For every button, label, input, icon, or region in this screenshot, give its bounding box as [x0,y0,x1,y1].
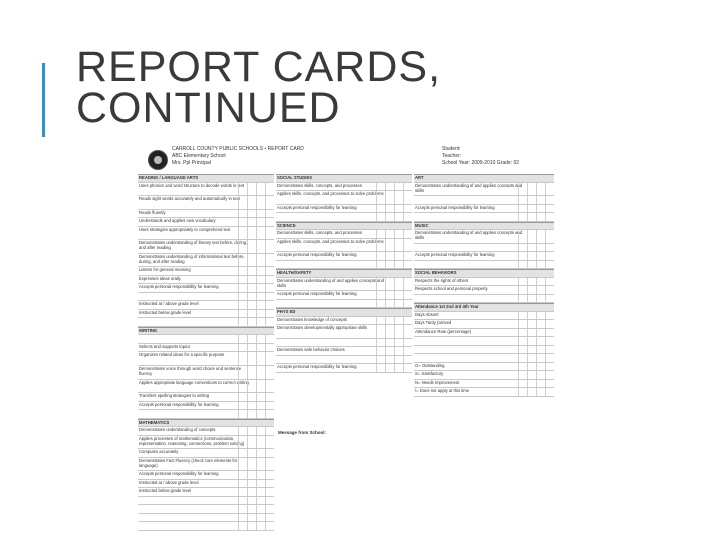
report-card-row [414,363,554,372]
row-label: Instructed below grade level [139,309,192,315]
report-card-row [138,522,274,531]
grade-cells [376,356,412,364]
report-card-row [138,301,274,310]
row-label: PHYS ED [277,309,296,315]
row-label: Demonstrates knowledge of concepts [277,316,347,322]
report-card-row [138,480,274,489]
row-label: Accepts personal responsibility for learning [139,401,219,407]
grade-cells [238,284,274,292]
grade-cells [518,213,554,221]
school-seal-icon [148,150,168,170]
report-card-row [276,205,412,214]
grade-cells [238,196,274,209]
row-label: Instructed at / above grade level [139,301,199,307]
grade-cells [376,205,412,213]
row-label: Instructed below grade level [139,488,192,494]
grade-cells [518,312,554,320]
grade-cells [518,286,554,294]
report-card-row [414,320,554,329]
grade-cells [376,339,412,347]
report-card-row [276,191,412,205]
grade-cells [376,230,412,238]
grade-cells [238,436,274,449]
grade-cells [518,346,554,354]
report-card-row [276,347,412,356]
report-card-row [138,267,274,276]
report-card-row [414,213,554,222]
report-card-row [138,318,274,327]
grade-cells [238,344,274,352]
report-card-row [138,380,274,394]
report-card-row [138,210,274,219]
report-card-row [414,183,554,197]
grade-cells [376,347,412,355]
grade-cells [238,352,274,365]
section-header [276,174,412,183]
section-header [414,303,554,312]
grade-cells [518,205,554,213]
row-label: Demonstrates skills, concepts, and processes [277,182,362,188]
section-header [414,174,554,183]
district-header: CARROLL COUNTY PUBLIC SCHOOLS • REPORT CARD [172,146,304,152]
report-card-row [414,205,554,214]
report-card-row [138,402,274,411]
grade-cells [376,183,412,191]
row-label: Demonstrates understanding of concepts [139,427,216,433]
row-label: Accepts personal responsibility for learning [139,471,219,477]
report-card-row [138,196,274,210]
report-card-row [414,312,554,321]
report-card-row [138,284,274,293]
report-card-row [138,227,274,241]
school-name: ABC Elementary School [172,153,226,159]
report-card-row [138,183,274,197]
report-card-row [276,364,412,373]
report-card-row [414,196,554,205]
grade-cells [238,366,274,379]
grade-cells [238,240,274,253]
row-label: Transfers spelling strategies to writing [139,393,210,399]
row-label: /= Does not apply at this time [415,388,470,394]
column-reading-writing-math [138,174,274,531]
message-from-school: Message from School: [278,430,327,435]
grade-cells [376,325,412,338]
report-card-row [138,427,274,436]
report-card-row [138,505,274,514]
column-arts-behavior-attendance [414,174,554,397]
row-label: Demonstrates understanding of literary text before, during, and after reading [139,240,248,251]
row-label: Demonstrates voice through word choice and sentence fluency [139,366,242,377]
row-label: SCIENCE [277,222,296,228]
report-card-row [138,366,274,380]
column-content-areas [276,174,412,373]
row-label: Accepts personal responsibility for learning [139,284,219,290]
row-label: Reads fluently [139,209,166,215]
report-card-row [276,239,412,253]
row-label: Applies processes of mathematics (communication, representation, reasoning, connections, problem solving) [139,435,245,446]
teacher-label: Teacher: [442,153,462,159]
report-card-row [414,286,554,295]
grade-cells [238,393,274,401]
report-card-row [138,310,274,319]
row-label: Uses strategies appropriately to comprehend text [139,226,231,232]
row-label: Instructed at / above grade level [139,479,199,485]
report-card-row [276,252,412,261]
row-label: Accepts personal responsibility for learning [277,252,357,258]
row-label: Days Absent [415,311,439,317]
report-card-row [138,240,274,254]
section-header [276,222,412,231]
report-card-row [138,218,274,227]
row-label: Accepts personal responsibility for learning [277,291,357,297]
row-label: READING / LANGUAGE ARTS [139,175,199,180]
row-label: Expresses ideas orally [139,275,181,281]
grade-cells [376,317,412,325]
row-label: WRITING [139,327,158,333]
row-label: SOCIAL BEHAVIORS [415,270,457,276]
row-label: Uses phonics and word structure to decode words in text [139,182,245,188]
section-header [276,308,412,317]
school-year: School Year: 2009-2010 Grade: 02 [442,160,520,166]
report-card-row [414,295,554,304]
row-label: Demonstrates Fact Fluency (check core elements for language) [139,457,238,468]
report-card-row [414,329,554,338]
grade-cells [238,380,274,393]
grade-cells [376,300,412,308]
grade-cells [518,278,554,286]
section-header [414,222,554,231]
row-label: Understands and applies new vocabulary [139,218,216,224]
row-label: Attendance Rate (percentage) [415,328,472,334]
slide-title-line-2: CONTINUED [76,84,341,132]
report-card-row [414,380,554,389]
grade-cells [376,213,412,221]
report-card-row [138,449,274,458]
report-card-row [276,291,412,300]
report-card-row [414,388,554,397]
report-card-row [138,254,274,268]
report-card-row [138,293,274,302]
report-card-row [138,393,274,402]
report-card-row [138,488,274,497]
grade-cells [518,230,554,243]
row-label: MUSIC [415,222,429,228]
grade-cells [238,402,274,410]
report-card-row [414,337,554,346]
grade-cells [518,388,554,396]
report-card-row [276,183,412,192]
row-label: Respects the rights of others [415,277,469,283]
row-label: HEALTH/SAFETY [277,270,312,276]
report-card-row [138,344,274,353]
row-label: S= Satisfactory [415,371,444,377]
row-label: Attendance 1st 2nd 3rd 4th Year [415,304,479,310]
grade-cells [238,276,274,284]
grade-cells [238,335,274,343]
grade-cells [238,254,274,267]
report-card-row [276,278,412,292]
grade-cells [238,514,274,522]
grade-cells [238,427,274,435]
report-card-row [276,325,412,339]
row-label: Accepts personal responsibility for learning [415,204,495,210]
row-label: Accepts personal responsibility for learning [277,204,357,210]
grade-cells [518,261,554,269]
slide-title [76,43,442,132]
row-label: Applies skills, concepts, and processes to solve problems [277,191,384,196]
section-header [138,327,274,336]
grade-cells [376,191,412,204]
grade-cells [518,363,554,371]
report-card-row [138,458,274,472]
report-card-row [138,471,274,480]
grade-cells [518,329,554,337]
report-card-row [414,252,554,261]
report-card-row [414,371,554,380]
section-header [138,174,274,183]
report-card-row [414,230,554,244]
report-card-row [138,410,274,419]
row-label: Listens for general meaning [139,267,191,273]
grade-cells [238,458,274,471]
row-label: O= Outstanding [415,362,445,368]
row-label: Demonstrates developmentally appropriate skills [277,325,368,331]
grade-cells [238,488,274,496]
grade-cells [518,320,554,328]
report-card-image [138,144,554,506]
grade-cells [376,278,412,291]
grade-cells [376,261,412,269]
row-label: Reads sight words accurately and automatically in text [139,196,240,202]
row-label: Demonstrates understanding of and applies concepts and skills [415,230,523,241]
report-card-row [138,335,274,344]
report-card-row [138,514,274,523]
grade-cells [238,301,274,309]
row-label: Demonstrates safe behavior choices [277,347,345,353]
grade-cells [238,227,274,240]
grade-cells [238,449,274,457]
report-card-row [138,497,274,506]
section-header [276,269,412,278]
slide-title-line-1: REPORT CARDS, [76,43,442,91]
grade-cells [376,252,412,260]
report-card-row [276,261,412,270]
grade-cells [238,210,274,218]
grade-cells [238,183,274,196]
report-card-row [414,354,554,363]
row-label: Respects school and personal property [415,286,488,292]
grade-cells [518,252,554,260]
grade-cells [518,244,554,252]
grade-cells [238,267,274,275]
report-card-row [414,244,554,253]
row-label: Applies appropriate language conventions to correct writing [139,379,249,385]
row-label: Organizes related ideas for a specific purpose [139,352,225,358]
row-label: Selects and supports topics [139,343,191,349]
row-label: Demonstrates understanding of informational text before, during, and after reading [139,253,245,264]
report-card-row [276,213,412,222]
section-header [138,419,274,428]
grade-cells [518,295,554,303]
grade-cells [518,183,554,196]
row-label: Demonstrates understanding of and applies concepts and skills [277,277,385,288]
grade-cells [376,291,412,299]
report-card-row [276,300,412,309]
title-accent-bar [42,63,45,137]
report-card-row [414,346,554,355]
report-card-row [276,356,412,365]
grade-cells [518,337,554,345]
grade-cells [518,380,554,388]
grade-cells [238,505,274,513]
report-card-row [414,278,554,287]
grade-cells [238,293,274,301]
row-label: MATHEMATICS [139,419,170,425]
row-label: Demonstrates understanding of and applies concepts and skills [415,182,523,193]
student-label: Student: [442,146,461,152]
report-card-row [138,436,274,450]
principal-name: Mrs. Ppl Principal [172,160,211,166]
grade-cells [376,364,412,372]
row-label: Accepts personal responsibility for learning [415,252,495,258]
grade-cells [238,471,274,479]
row-label: Applies skills, concepts, and processes to solve problems [277,238,384,244]
grade-cells [518,354,554,362]
report-card-row [276,317,412,326]
grade-cells [238,310,274,318]
row-label: SOCIAL STUDIES [277,175,313,180]
row-label: Accepts personal responsibility for learning [277,364,357,370]
grade-cells [518,371,554,379]
grade-cells [238,522,274,530]
grade-cells [238,480,274,488]
grade-cells [376,239,412,252]
row-label: Computes accurately [139,449,179,455]
row-label: Demonstrates skills, concepts, and processes [277,230,362,236]
report-card-row [276,230,412,239]
grade-cells [238,410,274,418]
grade-cells [238,218,274,226]
report-card-row [276,339,412,348]
grade-cells [238,318,274,326]
report-card-row [414,261,554,270]
report-card-row [138,276,274,285]
report-card-row [138,352,274,366]
row-label: Days Tardy (arrived [415,320,452,326]
grade-cells [518,196,554,204]
section-header [414,269,554,278]
row-label: N= Needs Improvement [415,379,460,385]
grade-cells [238,497,274,505]
row-label: ART [415,175,424,180]
